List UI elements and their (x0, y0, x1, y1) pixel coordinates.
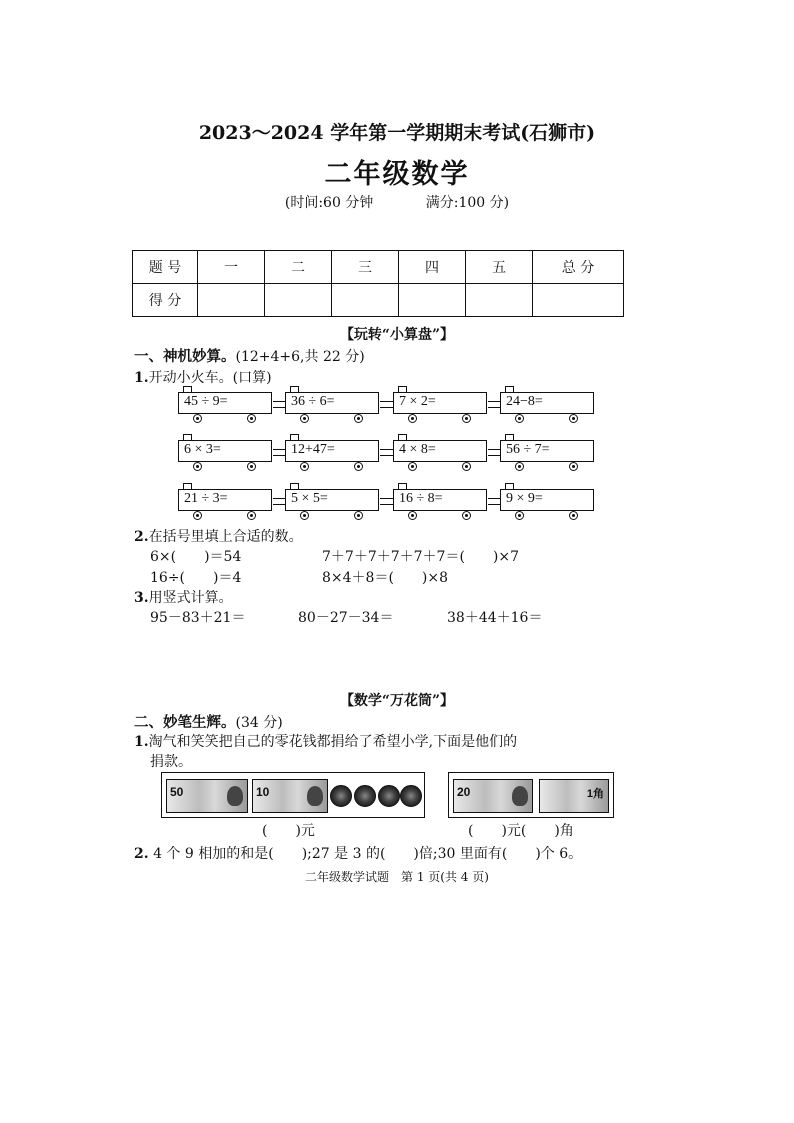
wheel-icon (247, 462, 256, 471)
section-1-title: 一、神机妙算。 (134, 348, 236, 365)
train-car[interactable] (285, 392, 379, 414)
train-expression: 16 ÷ 8= (399, 491, 443, 506)
question-number: 2. (134, 529, 149, 545)
section-2-heading (134, 711, 283, 732)
chimney-icon (505, 386, 514, 393)
chimney-icon (505, 434, 514, 441)
train-car[interactable] (500, 489, 594, 511)
question-text: 4 个 9 相加的和是( );27 是 3 的( )倍;30 里面有( )个 6。 (153, 846, 583, 862)
question-text: 淘气和笑笑把自己的零花钱都捐给了希望小学,下面是他们的 (148, 734, 518, 750)
section-2-title: 二、妙笔生辉。 (134, 714, 236, 731)
section-2-points: (34 分) (235, 715, 283, 731)
wheel-icon (354, 414, 363, 423)
question-1-3 (134, 587, 233, 607)
wheel-icon (515, 511, 524, 520)
chimney-icon (398, 434, 407, 441)
wheel-icon (569, 414, 578, 423)
row-label-number: 题 号 (133, 251, 198, 284)
col-4: 四 (399, 251, 466, 284)
train-expression: 45 ÷ 9= (184, 394, 228, 409)
banknote-value: 1角 (586, 788, 604, 800)
wheel-icon (193, 414, 202, 423)
coin-icon (378, 785, 400, 807)
chimney-icon (183, 386, 192, 393)
exam-title: 2023～2024 学年第一学期期末考试(石狮市) (198, 122, 596, 144)
wheel-icon (300, 462, 309, 471)
question-1-1 (134, 367, 272, 387)
coin-icon (330, 785, 352, 807)
wheel-icon (462, 511, 471, 520)
col-1: 一 (198, 251, 265, 284)
vertical-calc-item[interactable]: 38＋44＋16＝ (447, 610, 543, 626)
wheel-icon (354, 511, 363, 520)
wheel-icon (515, 414, 524, 423)
question-text: 用竖式计算。 (148, 590, 233, 606)
question-number: 1. (134, 734, 149, 750)
vertical-calc-item[interactable]: 95－83＋21＝ (150, 610, 246, 626)
fill-item[interactable]: 6×( )＝54 (150, 549, 242, 565)
score-cell[interactable] (533, 284, 624, 317)
money-picture-right (448, 772, 614, 818)
chimney-icon (398, 386, 407, 393)
train-expression: 9 × 9= (506, 491, 543, 506)
train-car[interactable] (285, 489, 379, 511)
portrait-icon (307, 786, 323, 806)
question-2-2 (134, 843, 582, 863)
wheel-icon (462, 414, 471, 423)
banknote-value: 50 (170, 785, 184, 799)
full-score: 满分:100 分) (425, 195, 510, 211)
train-expression: 6 × 3= (184, 442, 221, 457)
wheel-icon (408, 511, 417, 520)
banknote-image (252, 779, 328, 813)
wheel-icon (354, 462, 363, 471)
train-car[interactable] (393, 440, 487, 462)
fill-item[interactable]: 16÷( )＝4 (150, 570, 242, 586)
wheel-icon (462, 462, 471, 471)
wheel-icon (193, 462, 202, 471)
score-cell[interactable] (332, 284, 399, 317)
section-banner-2: 【数学“万花筒”】 (339, 693, 455, 709)
chimney-icon (505, 483, 514, 490)
train-expression: 7 × 2= (399, 394, 436, 409)
train-coupler (380, 498, 393, 505)
train-expression: 36 ÷ 6= (291, 394, 335, 409)
train-coupler (380, 401, 393, 408)
chimney-icon (398, 483, 407, 490)
wheel-icon (300, 511, 309, 520)
train-coupler (488, 449, 500, 456)
col-5: 五 (466, 251, 533, 284)
score-cell[interactable] (265, 284, 332, 317)
train-coupler (488, 401, 500, 408)
portrait-icon (227, 786, 243, 806)
exam-info (0, 192, 794, 212)
chimney-icon (183, 483, 192, 490)
wheel-icon (569, 511, 578, 520)
score-cell[interactable] (399, 284, 466, 317)
banknote-image (539, 779, 609, 813)
vertical-calc-item[interactable]: 80－27－34＝ (298, 610, 394, 626)
train-coupler (273, 498, 285, 505)
col-total: 总 分 (533, 251, 624, 284)
train-car[interactable] (178, 440, 272, 462)
question-number: 1. (134, 370, 149, 386)
train-expression: 12+47= (291, 442, 335, 457)
money-picture-left (161, 772, 425, 818)
wheel-icon (408, 462, 417, 471)
question-2-1 (134, 731, 517, 751)
col-2: 二 (265, 251, 332, 284)
train-car[interactable] (285, 440, 379, 462)
question-number: 3. (134, 590, 149, 606)
coin-icon (354, 785, 376, 807)
wheel-icon (247, 511, 256, 520)
train-coupler (488, 498, 500, 505)
train-car[interactable] (500, 440, 594, 462)
score-cell[interactable] (466, 284, 533, 317)
section-banner-1: 【玩转“小算盘”】 (339, 327, 455, 343)
coin-icon (400, 785, 422, 807)
train-car[interactable] (178, 489, 272, 511)
wheel-icon (193, 511, 202, 520)
page-footer: 二年级数学试题 第 1 页(共 4 页) (305, 870, 489, 884)
train-expression: 21 ÷ 3= (184, 491, 228, 506)
train-expression: 4 × 8= (399, 442, 436, 457)
chimney-icon (290, 434, 299, 441)
chimney-icon (290, 483, 299, 490)
question-text: 在括号里填上合适的数。 (148, 529, 303, 545)
chimney-icon (183, 434, 192, 441)
train-coupler (273, 401, 285, 408)
train-car[interactable] (393, 392, 487, 414)
train-car[interactable] (500, 392, 594, 414)
fill-item[interactable]: 7＋7＋7＋7＋7＋7＝( )×7 (322, 549, 520, 565)
portrait-icon (512, 786, 528, 806)
banknote-image (166, 779, 248, 813)
question-1-2 (134, 526, 303, 546)
wheel-icon (300, 414, 309, 423)
answer-blank-right[interactable]: ( )元( )角 (468, 823, 574, 839)
banknote-image (453, 779, 533, 813)
wheel-icon (569, 462, 578, 471)
train-car[interactable] (178, 392, 272, 414)
score-cell[interactable] (198, 284, 265, 317)
train-expression: 56 ÷ 7= (506, 442, 550, 457)
question-text: 开动小火车。(口算) (148, 370, 272, 386)
train-expression: 24−8= (506, 394, 543, 409)
col-3: 三 (332, 251, 399, 284)
subject-title: 二年级数学 (324, 159, 470, 190)
section-1-points: (12+4+6,共 22 分) (235, 349, 365, 365)
banknote-value: 10 (256, 785, 270, 799)
train-expression: 5 × 5= (291, 491, 328, 506)
answer-blank-left[interactable]: ( )元 (262, 823, 315, 839)
time-limit: (时间:60 分钟 (284, 195, 374, 211)
row-label-score: 得 分 (133, 284, 198, 317)
train-coupler (273, 449, 285, 456)
train-coupler (380, 449, 393, 456)
banknote-value: 20 (457, 785, 471, 799)
question-2-1-cont: 捐款。 (150, 754, 192, 770)
wheel-icon (247, 414, 256, 423)
chimney-icon (290, 386, 299, 393)
score-table (132, 250, 624, 317)
section-1-heading (134, 345, 365, 366)
train-car[interactable] (393, 489, 487, 511)
wheel-icon (408, 414, 417, 423)
fill-item[interactable]: 8×4＋8＝( )×8 (322, 570, 449, 586)
wheel-icon (515, 462, 524, 471)
question-number: 2. (134, 846, 149, 862)
